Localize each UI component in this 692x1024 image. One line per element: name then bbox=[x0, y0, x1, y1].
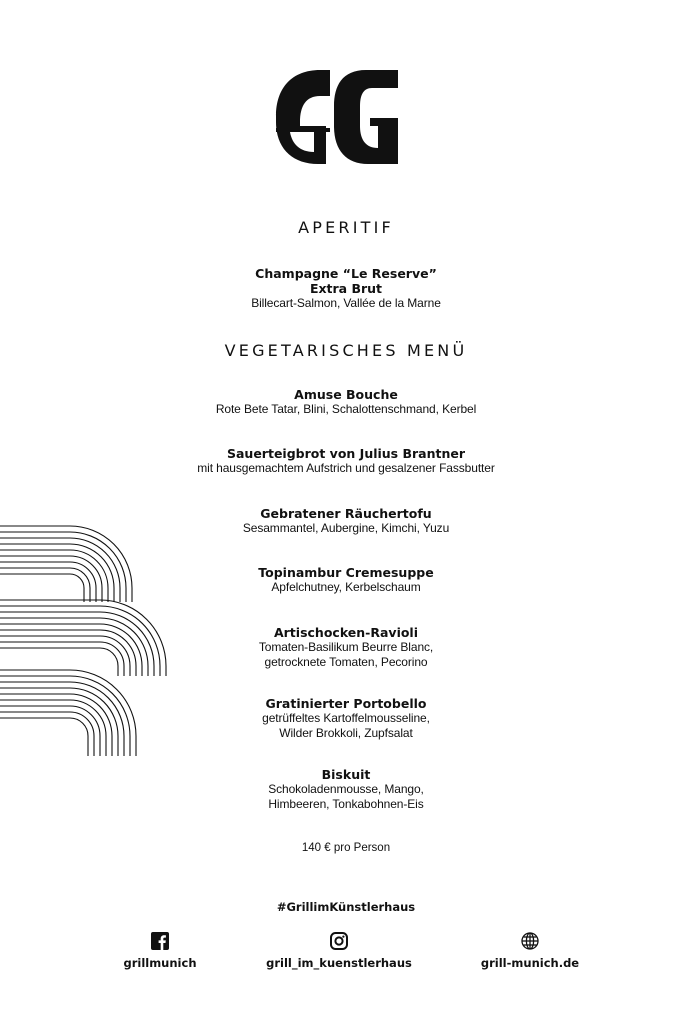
facebook-icon bbox=[151, 932, 169, 950]
menu-item-name: Biskuit bbox=[321, 767, 371, 782]
menu-item-desc: Tomaten-Basilikum Beurre Blanc, bbox=[258, 640, 434, 654]
website-url: grill-munich.de bbox=[480, 956, 580, 970]
price-per-person: 140 € pro Person bbox=[301, 842, 391, 854]
menu-item-name: Artischocken-Ravioli bbox=[273, 625, 419, 640]
menu-item bbox=[0, 767, 692, 812]
menu-item-desc: Apfelchutney, Kerbelschaum bbox=[271, 580, 421, 594]
menu-heading: VEGETARISCHES MENÜ bbox=[224, 341, 468, 360]
menu-item bbox=[0, 696, 692, 741]
grill-logo-icon bbox=[270, 66, 404, 168]
aperitif-name-line2: Extra Brut bbox=[309, 281, 383, 296]
menu-item-name: Sauerteigbrot von Julius Brantner bbox=[226, 446, 466, 461]
menu-item-name: Gebratener Räuchertofu bbox=[260, 506, 432, 521]
menu-item bbox=[0, 446, 692, 476]
menu-item-desc: mit hausgemachtem Aufstrich und gesalzener Fassbutter bbox=[197, 461, 495, 475]
menu-item-desc: getrocknete Tomaten, Pecorino bbox=[264, 655, 428, 669]
menu-item-name: Gratinierter Portobello bbox=[265, 696, 427, 711]
menu-item-desc: Wilder Brokkoli, Zupfsalat bbox=[279, 726, 413, 740]
menu-item-desc: Sesammantel, Aubergine, Kimchi, Yuzu bbox=[242, 521, 450, 535]
aperitif-heading: APERITIF bbox=[298, 218, 394, 237]
social-facebook[interactable] bbox=[110, 932, 210, 970]
menu-item-desc: Schokoladenmousse, Mango, bbox=[268, 782, 424, 796]
social-instagram[interactable] bbox=[254, 932, 424, 970]
menu-item-desc: Himbeeren, Tonkabohnen-Eis bbox=[268, 797, 424, 811]
menu-item-name: Topinambur Cremesuppe bbox=[258, 565, 434, 580]
menu-item-name: Amuse Bouche bbox=[294, 387, 398, 402]
aperitif-name-line1: Champagne “Le Reserve” bbox=[255, 266, 437, 281]
menu-item bbox=[0, 565, 692, 595]
menu-item bbox=[0, 625, 692, 670]
globe-icon bbox=[521, 932, 539, 950]
instagram-icon bbox=[330, 932, 348, 950]
instagram-handle: grill_im_kuenstlerhaus bbox=[266, 956, 412, 970]
menu-item-desc: Rote Bete Tatar, Blini, Schalottenschmand, Kerbel bbox=[215, 402, 477, 416]
social-website[interactable] bbox=[470, 932, 590, 970]
facebook-handle: grillmunich bbox=[123, 956, 197, 970]
aperitif-description: Billecart-Salmon, Vallée de la Marne bbox=[251, 296, 441, 310]
hashtag: #GrillimKünstlerhaus bbox=[276, 900, 416, 914]
menu-item bbox=[0, 387, 692, 417]
menu-item bbox=[0, 506, 692, 536]
menu-item-desc: getrüffeltes Kartoffelmousseline, bbox=[262, 711, 430, 725]
aperitif-item bbox=[0, 266, 692, 311]
